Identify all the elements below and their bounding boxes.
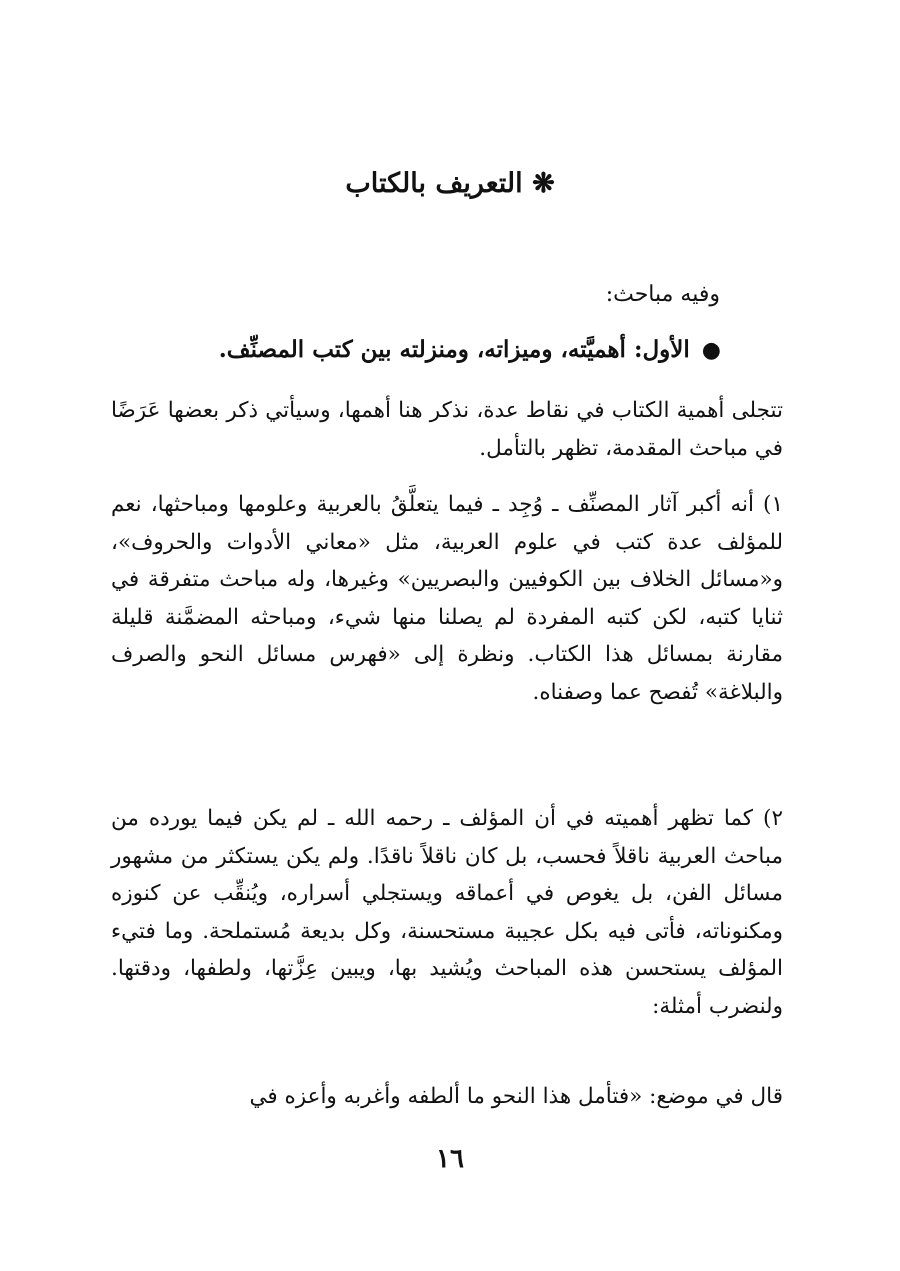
paragraph-point-1: ١) أنه أكبر آثار المصنِّف ـ وُجِد ـ فيما يتعلَّقُ بالعربية وعلومها ومباحثها، نعم للمؤلف عدة كتب في علوم العربية، مثل «معاني الأدوات والحروف»، و«مسائل الخلاف بين الكوفيين والبصريين» وغيرها، وله مباحث متفرقة في ثنايا كتبه، لكن كتبه المفردة لم يصلنا منها شيء، ومباحثه المضمَّنة قليلة مقارنة بمسائل هذا الكتاب. ونظرة إلى «فهرس مسائل النحو والصرف والبلاغة» تُفصح عما وصفناه. xyxy=(111,492,783,705)
title-text: التعريف بالكتاب xyxy=(345,168,523,199)
page-number: ١٦ xyxy=(436,1144,464,1174)
paragraph-intro: تتجلى أهمية الكتاب في نقاط عدة، نذكر هنا أهمها، وسيأتي ذكر بعضها عَرَضًا في مباحث المقدمة، تظهر بالتأمل. xyxy=(111,398,783,461)
bullet-icon: ● xyxy=(701,337,721,363)
intro-line: وفيه مباحث: xyxy=(605,282,720,307)
asterisk-icon: ❋ xyxy=(532,168,555,199)
page-title xyxy=(0,168,900,199)
section-heading xyxy=(161,336,721,363)
paragraph-point-2: ٢) كما تظهر أهميته في أن المؤلف ـ رحمه الله ـ لم يكن فيما يورده من مباحث العربية ناقلاً فحسب، بل كان ناقلاً ناقدًا. ولم يكن يستكثر من مشهور مسائل الفن، بل يغوص في أعماقه ويستجلي أسراره، ويُنقِّب عن كنوزه ومكنوناته، فأتى فيه بكل عجيبة مستحسنة، وكل بديعة مُستملحة. وما فتيء المؤلف يستحسن هذه المباحث ويُشيد بها، ويبين عِزَّتها، ولطفها، ودقتها. ولنضرب أمثلة: xyxy=(111,806,783,1019)
paragraph-quote-start: قال في موضع: «فتأمل هذا النحو ما ألطفه وأغربه وأعزه في xyxy=(249,1084,783,1109)
section-label: الأول: أهميَّته، وميزاته، ومنزلته بين كتب المصنِّف. xyxy=(218,336,690,363)
